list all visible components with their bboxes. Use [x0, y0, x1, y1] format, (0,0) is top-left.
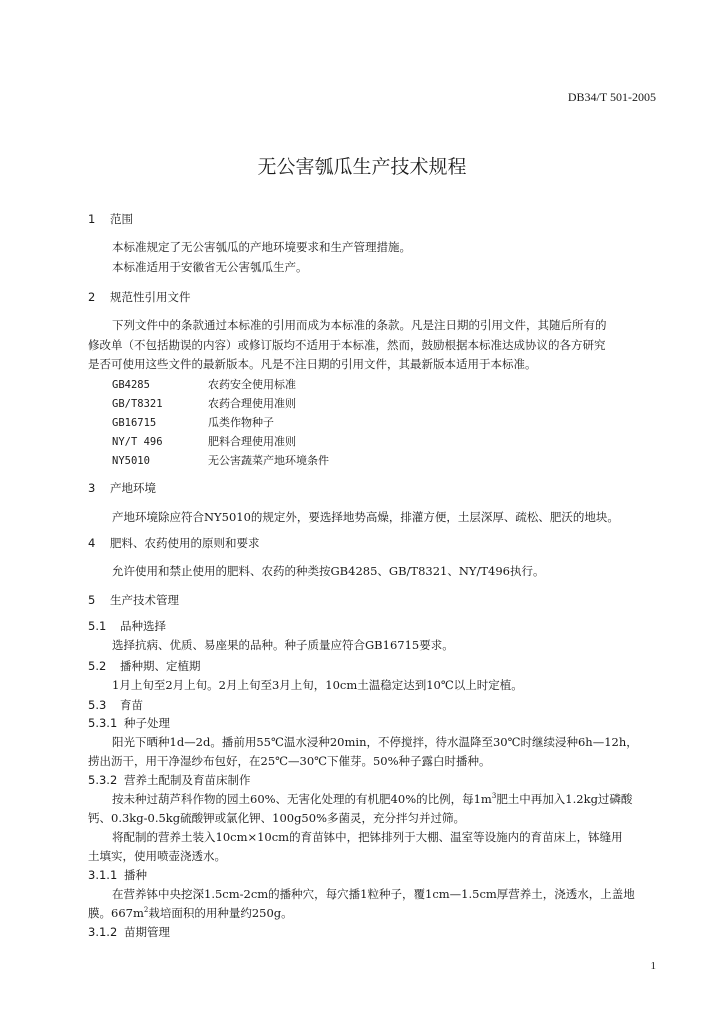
reference-name: 肥料合理使用准则	[208, 435, 296, 448]
superscript: 3	[491, 792, 497, 801]
reference-code: GB/T8321	[112, 398, 163, 410]
subsection-heading	[88, 715, 170, 731]
section-title: 生产技术管理	[110, 593, 179, 607]
paragraph: 本标准适用于安徽省无公害瓠瓜生产。	[112, 260, 308, 274]
standard-code: DB34/T 501-2005	[567, 90, 656, 104]
text-run: 栽培面积的用种量约250g。	[148, 906, 293, 920]
section-4-heading	[88, 535, 260, 551]
reference-name: 农药安全使用标准	[208, 378, 296, 391]
paragraph: 1月上旬至2月上旬。2月上旬至3月上旬，10cm土温稳定达到10℃以上时定植。	[112, 678, 523, 692]
section-title: 规范性引用文件	[110, 290, 191, 304]
section-number: 3	[88, 481, 96, 495]
paragraph-line: 在营养钵中央挖深1.5cm-2cm的播种穴，每穴播1粒种子，覆1cm—1.5cm厚营养土，浇透水，上盖地	[112, 887, 635, 901]
reference-item	[112, 433, 296, 449]
reference-code: GB16715	[112, 417, 157, 429]
reference-code: NY5010	[112, 455, 150, 467]
paragraph-line: 阳光下晒种1d—2d。播前用55℃温水浸种20min，不停搅拌，待水温降至30℃时继续浸种6h—12h，	[112, 735, 638, 749]
section-number: 5	[88, 593, 96, 607]
paragraph-line: 是否可使用这些文件的最新版本。凡是不注日期的引用文件，其最新版本适用于本标准。	[88, 357, 537, 371]
paragraph: 允许使用和禁止使用的肥料、农药的种类按GB4285、GB/T8321、NY/T496执行。	[112, 564, 545, 578]
section-title: 播种期、定植期	[120, 659, 201, 673]
subsection-heading	[88, 658, 201, 674]
subsection-heading	[88, 618, 166, 634]
text-run: 肥土中再加入1.2kg过磷酸	[496, 792, 633, 806]
section-number: 5.3.2	[88, 773, 118, 787]
paragraph-line: 土填实，使用喷壶浇透水。	[88, 849, 226, 863]
section-1-heading	[88, 211, 133, 227]
reference-item	[112, 414, 274, 430]
reference-name: 农药合理使用准则	[208, 397, 296, 410]
section-number: 5.3	[88, 698, 107, 712]
superscript: 2	[143, 906, 149, 915]
reference-item	[112, 395, 296, 411]
section-number: 1	[88, 212, 96, 226]
text-run: 按未种过葫芦科作物的园土60%、无害化处理的有机肥40%的比例，每1m	[112, 792, 492, 806]
paragraph-line: 钙、0.3kg-0.5kg硫酸钾或氯化钾、100g50%多菌灵，充分拌匀并过筛。	[88, 811, 465, 825]
reference-code: NY/T 496	[112, 436, 163, 448]
section-title: 苗期管理	[124, 925, 170, 939]
subsection-heading	[88, 697, 143, 713]
section-title: 肥料、农药使用的原则和要求	[110, 536, 260, 550]
reference-name: 无公害蔬菜产地环境条件	[208, 454, 329, 467]
paragraph-line	[88, 905, 293, 921]
section-number: 3.1.1	[88, 868, 118, 882]
section-number: 5.1	[88, 619, 107, 633]
section-number: 5.2	[88, 659, 107, 673]
section-title: 种子处理	[124, 716, 170, 730]
section-number: 5.3.1	[88, 716, 118, 730]
reference-item	[112, 452, 329, 468]
section-title: 播种	[124, 868, 147, 882]
section-number: 4	[88, 536, 96, 550]
section-title: 范围	[110, 212, 133, 226]
section-title: 育苗	[120, 698, 143, 712]
paragraph-line: 捞出沥干，用干净湿纱布包好，在25℃—30℃下催芽。50%种子露白时播种。	[88, 754, 491, 768]
reference-code: GB4285	[112, 379, 150, 391]
paragraph-line: 将配制的营养土装入10cm×10cm的育苗钵中，把钵排列于大棚、温室等设施内的育苗床上，钵缝用	[112, 830, 623, 844]
section-3-heading	[88, 480, 156, 496]
paragraph: 本标准规定了无公害瓠瓜的产地环境要求和生产管理措施。	[112, 240, 411, 254]
subsection-heading	[88, 867, 147, 883]
document-title: 无公害瓠瓜生产技术规程	[257, 156, 467, 178]
reference-item	[112, 376, 296, 392]
reference-name: 瓜类作物种子	[208, 416, 274, 429]
section-number: 2	[88, 290, 96, 304]
section-title: 产地环境	[110, 481, 156, 495]
subsection-heading	[88, 772, 251, 788]
section-2-heading	[88, 289, 191, 305]
paragraph-line: 下列文件中的条款通过本标准的引用而成为本标准的条款。凡是注日期的引用文件，其随后所有的	[112, 318, 607, 332]
text-run: 膜。667m	[88, 906, 144, 920]
section-title: 营养土配制及育苗床制作	[124, 773, 251, 787]
section-5-heading	[88, 592, 179, 608]
section-title: 品种选择	[120, 619, 166, 633]
subsection-heading	[88, 924, 170, 940]
page-number: 1	[650, 960, 656, 972]
paragraph: 产地环境除应符合NY5010的规定外，要选择地势高燥，排灌方便，土层深厚、疏松、肥沃的地块。	[112, 510, 619, 524]
section-number: 3.1.2	[88, 925, 118, 939]
paragraph-line: 修改单（不包括勘误的内容）或修订版均不适用于本标准，然而，鼓励根据本标准达成协议的各方研究	[88, 338, 606, 352]
paragraph-line	[112, 791, 632, 807]
paragraph: 选择抗病、优质、易座果的品种。种子质量应符合GB16715要求。	[112, 638, 454, 652]
